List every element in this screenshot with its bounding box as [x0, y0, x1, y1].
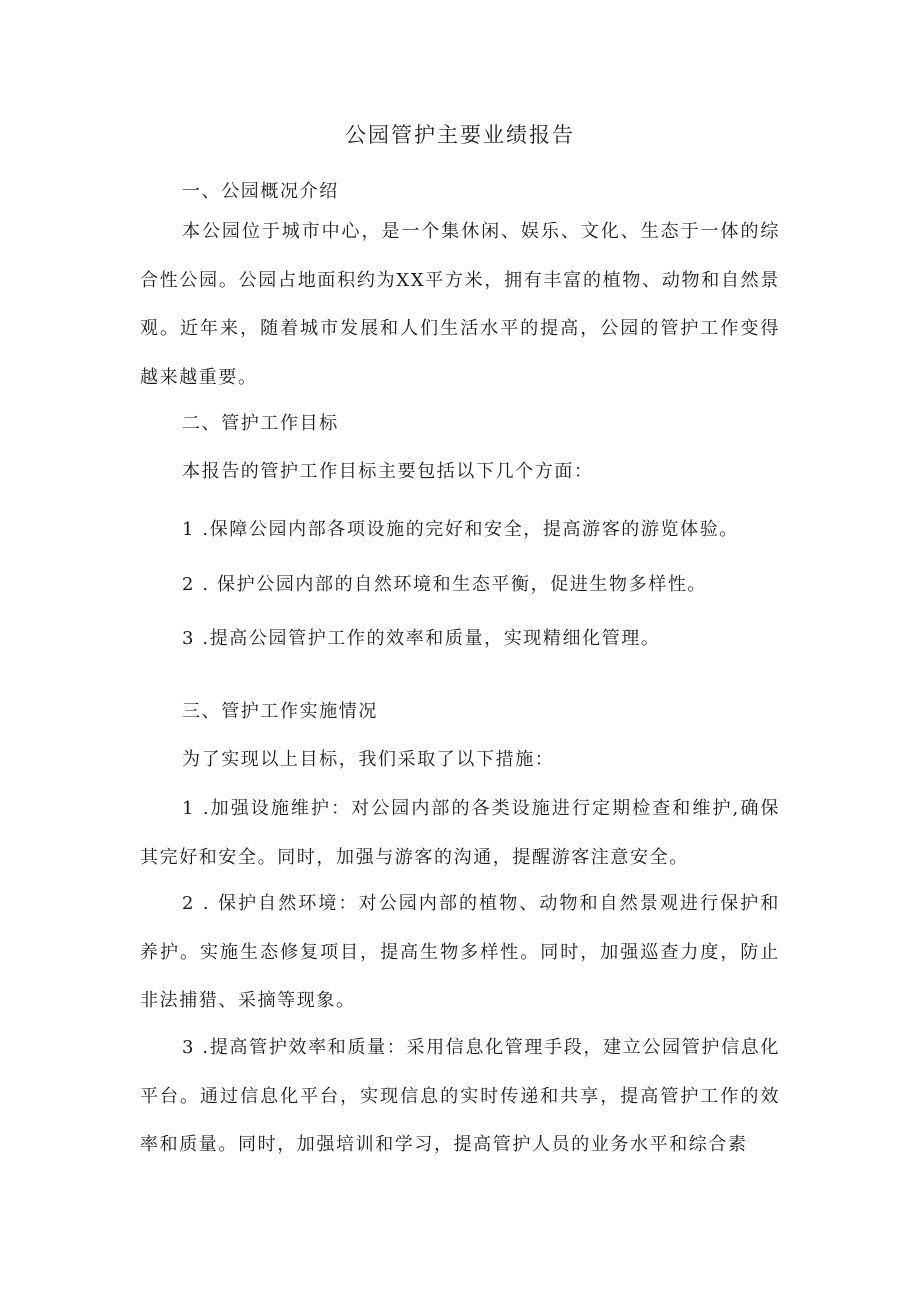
section3-heading: 三、管护工作实施情况 — [182, 701, 378, 722]
section1-heading: 一、公园概况介绍 — [182, 181, 339, 202]
goal-item-1: 1 .保障公园内部各项设施的完好和安全，提高游客的游览体验。 — [182, 519, 739, 540]
section2-intro: 本报告的管护工作目标主要包括以下几个方面： — [182, 461, 594, 482]
section2-heading: 二、管护工作目标 — [182, 413, 339, 434]
measure-item-1: 1 .加强设施维护：对公园内部的各类设施进行定期检查和维护,确保其完好和安全。同时，加强与游客的沟通，提醒游客注意安全。 — [140, 798, 780, 868]
section1-body: 本公园位于城市中心，是一个集休闲、娱乐、文化、生态于一体的综合性公园。公园占地面积约为XX平方米，拥有丰富的植物、动物和自然景观。近年来，随着城市发展和人们生活水平的提高，公园的管护工作变得越来越重要。 — [140, 221, 780, 388]
measure-item-2: 2 . 保护自然环境：对公园内部的植物、动物和自然景观进行保护和养护。实施生态修复项目，提高生物多样性。同时，加强巡查力度，防止非法捕猎、采摘等现象。 — [140, 893, 780, 1011]
goal-item-2: 2 . 保护公园内部的自然环境和生态平衡，促进生物多样性。 — [182, 574, 708, 595]
page-title: 公园管护主要业绩报告 — [345, 123, 575, 147]
measure-item-3: 3 .提高管护效率和质量：采用信息化管理手段，建立公园管护信息化平台。通过信息化平台，实现信息的实时传递和共享，提高管护工作的效率和质量。同时，加强培训和学习，提高管护人员的业务水平和综合素 — [140, 1037, 780, 1155]
goal-item-3: 3 .提高公园管护工作的效率和质量，实现精细化管理。 — [182, 628, 661, 649]
section3-intro: 为了实现以上目标，我们采取了以下措施： — [182, 749, 555, 770]
